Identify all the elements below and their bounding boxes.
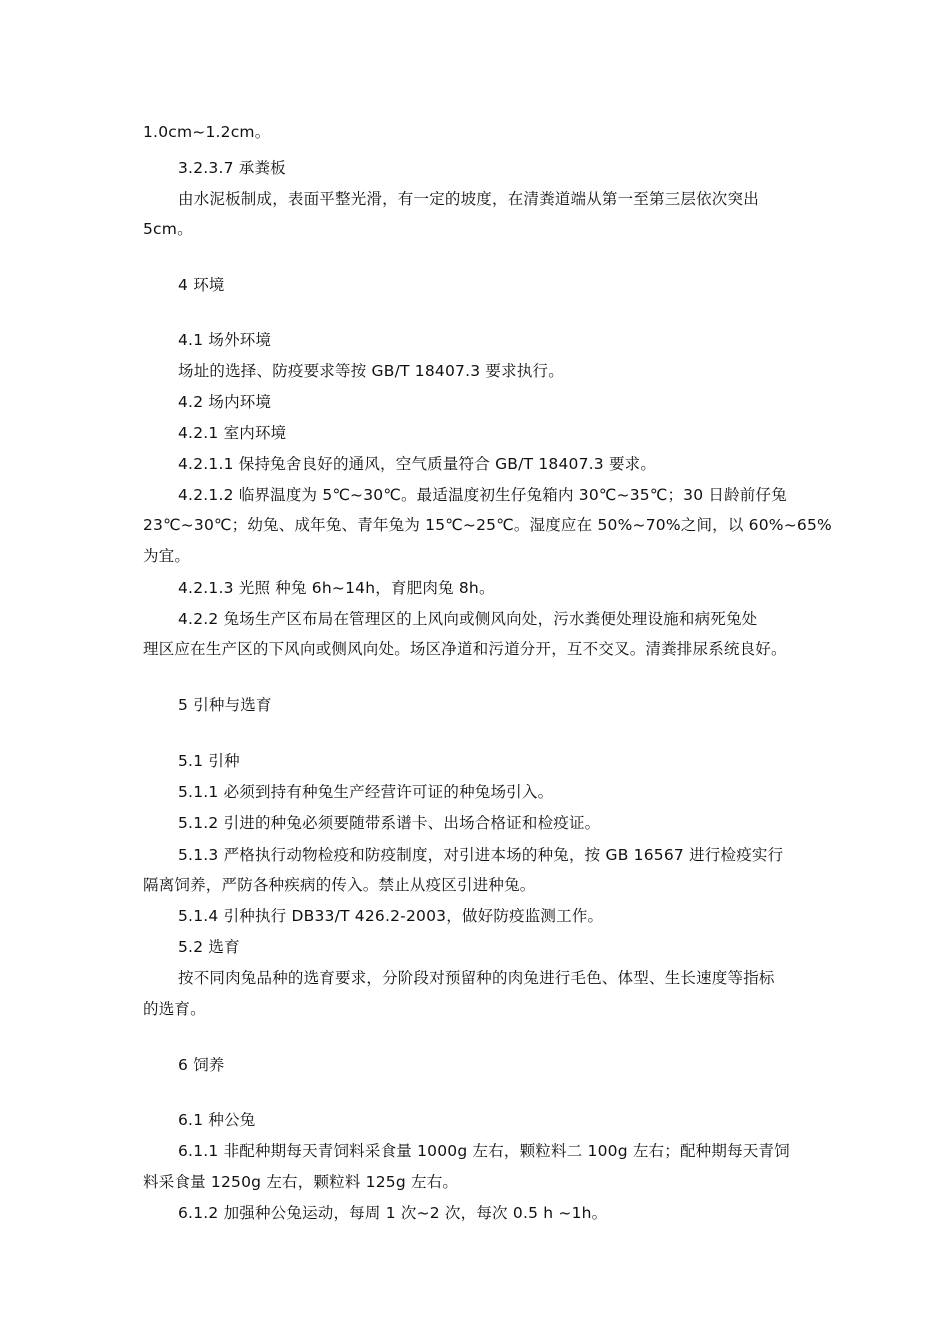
text-line: 23℃~30℃；幼兔、成年兔、青年兔为 15℃~25℃。湿度应在 50%~70%之间，以 60%~65% xyxy=(143,516,832,534)
text-line: 理区应在生产区的下风向或侧风向处。场区净道和污道分开，互不交叉。清粪排尿系统良好。 xyxy=(143,640,787,658)
section-heading: 6.1 种公兔 xyxy=(178,1111,256,1129)
text-line: 料采食量 1250g 左右，颗粒料 125g 左右。 xyxy=(143,1173,459,1191)
section-heading: 5.1 引种 xyxy=(178,752,240,770)
text-line: 5.1.2 引进的种兔必须要随带系谱卡、出场合格证和检疫证。 xyxy=(178,814,601,832)
text-line: 由水泥板制成，表面平整光滑，有一定的坡度，在清粪道端从第一至第三层依次突出 xyxy=(178,190,759,208)
text-line: 隔离饲养，严防各种疾病的传入。禁止从疫区引进种兔。 xyxy=(143,876,536,894)
section-heading: 4.2.1 室内环境 xyxy=(178,424,287,442)
text-line: 场址的选择、防疫要求等按 GB/T 18407.3 要求执行。 xyxy=(178,362,564,380)
text-line: 1.0cm~1.2cm。 xyxy=(143,123,271,141)
text-line: 5.1.4 引种执行 DB33/T 426.2-2003，做好防疫监测工作。 xyxy=(178,907,604,925)
text-line: 按不同肉兔品种的选育要求，分阶段对预留种的肉兔进行毛色、体型、生长速度等指标 xyxy=(178,969,775,987)
text-line: 5cm。 xyxy=(143,220,193,238)
section-heading: 5.2 选育 xyxy=(178,938,240,956)
text-line: 为宜。 xyxy=(143,547,191,565)
text-line: 6.1.2 加强种公兔运动，每周 1 次~2 次，每次 0.5 h ~1h。 xyxy=(178,1204,608,1222)
text-line: 4.2.1.2 临界温度为 5℃~30℃。最适温度初生仔兔箱内 30℃~35℃；30 日龄前仔兔 xyxy=(178,486,787,504)
section-heading: 4.2 场内环境 xyxy=(178,393,272,411)
text-line: 4.2.1.3 光照 种兔 6h~14h，育肥肉兔 8h。 xyxy=(178,579,495,597)
section-heading: 4.1 场外环境 xyxy=(178,331,272,349)
text-line: 5.1.1 必须到持有种兔生产经营许可证的种兔场引入。 xyxy=(178,783,554,801)
section-heading: 3.2.3.7 承粪板 xyxy=(178,159,286,177)
chapter-heading: 5 引种与选育 xyxy=(178,696,272,714)
chapter-heading: 4 环境 xyxy=(178,276,225,294)
text-line: 6.1.1 非配种期每天青饲料采食量 1000g 左右，颗粒料二 100g 左右；配种期每天青饲 xyxy=(178,1142,790,1160)
text-line: 5.1.3 严格执行动物检疫和防疫制度，对引进本场的种兔，按 GB 16567 进行检疫实行 xyxy=(178,846,784,864)
text-line: 4.2.1.1 保持兔舍良好的通风，空气质量符合 GB/T 18407.3 要求。 xyxy=(178,455,657,473)
text-line: 4.2.2 兔场生产区布局在管理区的上风向或侧风向处，污水粪便处理设施和病死兔处 xyxy=(178,610,758,628)
chapter-heading: 6 饲养 xyxy=(178,1056,225,1074)
text-line: 的选育。 xyxy=(143,1000,206,1018)
